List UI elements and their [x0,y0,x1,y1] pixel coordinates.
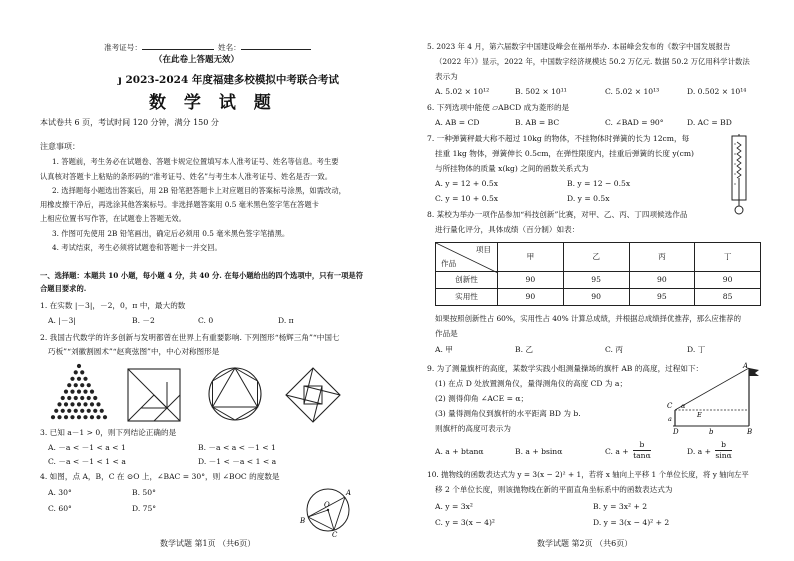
point-label-b: B [300,517,306,525]
flag-label-avar: a [668,415,672,423]
exam-number-label: 准考证号： [104,41,214,53]
q5-option-a[interactable]: A. 5.02 × 10¹² [435,87,490,96]
zhao-shuang-figure[interactable] [284,366,342,424]
triangle-dot [87,409,91,413]
q10-option-b[interactable]: B. y = 3x² + 2 [593,502,648,511]
triangle-dot [77,364,81,368]
table-cell: 90 [498,272,564,289]
question-8-stem-cont: 进行量化评分，具体成绩（百分制）如表： [435,225,580,234]
question-2-stem: 2. 我国古代数学的许多创新与发明都曾在世界上有重要影响. 下列图形“杨辉三角”“中国七 [40,333,340,342]
q4-option-c[interactable]: C. 60° [48,504,72,513]
flag-label-b: B [747,428,753,436]
q8-option-c[interactable]: C. 丙 [605,345,623,354]
table-cell: 95 [629,289,695,306]
q3-option-d[interactable]: D. －1 < －a < 1 < a [198,457,277,466]
q7-option-a[interactable]: A. y = 12 + 0.5x [435,179,499,188]
q6-option-d[interactable]: D. AC = BD [687,118,732,127]
table-cell: 85 [695,289,761,306]
circle-angle-figure [298,482,360,539]
triangle-dot [93,396,97,400]
triangle-dot [70,390,74,394]
table-row [436,272,761,289]
table-cell: 90 [498,289,564,306]
page-footer-left: 数学试题 第1页 （共6页） [160,539,256,548]
q10-option-c[interactable]: C. y = 3(x − 4)² [435,518,495,527]
triangle-dot [83,415,87,419]
spring-scale-figure [724,134,754,218]
q8-option-d[interactable]: D. 丁 [687,345,706,354]
q3-option-b[interactable]: B. －a < a < －1 < 1 [198,443,276,452]
point-label-c: C [332,531,338,539]
triangle-dot [67,396,71,400]
triangle-dot [57,415,61,419]
q9-option-c[interactable]: C. a + $\frac{b}{\tan\alpha}$ [605,440,651,461]
triangle-dot [74,370,78,374]
table-cell: 90 [629,272,695,289]
section-heading-cont: 合题目要求的. [40,284,87,293]
flag-label-alpha: α [681,402,686,410]
table-cell: 95 [563,272,629,289]
question-8-after-cont: 作品是 [435,329,458,338]
triangle-dot [90,390,94,394]
page-footer-right: 数学试题 第2页 （共6页） [537,539,633,548]
question-7-stem-cont2: 与所挂物体的质量 x(kg) 之间的函数关系式为 [435,164,589,173]
triangle-dot [64,402,68,406]
triangle-dot [83,377,87,381]
note-line: 认真核对答题卡上粘贴的条形码的“准考证号、姓名”与考生本人准考证号、姓名是否一致。 [40,172,333,181]
note-line: 3. 作图可先使用 2B 铅笔画出，确定后必须用 0.5 毫米黑色签字笔描黑。 [52,229,290,238]
q1-option-a[interactable]: A. |－3| [48,316,76,325]
q5-option-d[interactable]: D. 0.502 × 10¹⁴ [687,87,747,96]
tangram-figure[interactable] [127,368,181,422]
question-7-stem-cont: 挂重 1kg 物体，弹簧伸长 0.5cm，在弹性限度内，挂重后弹簧的长度 y(cm) [435,149,694,158]
row-label: 实用性 [436,289,498,306]
note-line: 4. 考试结束，考生必须将试题卷和答题卡一并交回。 [52,243,222,252]
triangle-dot [70,377,74,381]
q4-option-a[interactable]: A. 30° [48,488,72,497]
triangle-dot [80,396,84,400]
triangle-dot [77,402,81,406]
q9-question: 则旗杆的高度可表示为 [435,424,511,433]
q3-option-c[interactable]: C. －a < －1 < 1 < a [48,457,126,466]
question-8-stem: 8. 某校为举办一项作品参加“科技创新”比赛，对甲、乙、丙、丁四项候选作品 [427,210,688,219]
table-corner-cell [436,243,498,272]
triangle-dot [83,402,87,406]
liu-hui-circle-figure[interactable] [207,366,263,422]
q4-option-b[interactable]: B. 50° [132,488,156,497]
flag-label-bvar: b [709,428,714,436]
triangle-dot [90,402,94,406]
note-line: 用橡皮擦干净后，再选涂其他答案标号。非选择题答案用 0.5 毫米黑色签字笔在答题卡 [40,200,319,209]
question-10-stem-cont: 移 2 个单位长度，则该抛物线在新的平面直角坐标系中的函数表达式为 [435,485,673,494]
triangle-dot [67,409,71,413]
triangle-dot [90,415,94,419]
flag-label-a: A [743,362,749,370]
question-1-stem: 1. 在实数 |－3|，－2，0，π 中，最大的数 [40,301,186,310]
triangle-dot [61,396,65,400]
triangle-dot [70,415,74,419]
triangle-dot [74,383,78,387]
note-line: 2. 选择题每小题选出答案后，用 2B 铅笔把答题卡上对应题目的答案标号涂黑，如需改动， [52,186,346,195]
q9-step-1: (1) 在点 D 处放置测角仪，量得测角仪的高度 CD 为 a； [435,379,628,388]
row-label: 创新性 [436,272,498,289]
score-table [435,242,761,306]
table-cell: 90 [695,272,761,289]
q7-option-b[interactable]: B. y = 12 − 0.5x [567,179,631,188]
triangle-dot [74,409,78,413]
name-label: 姓名： [218,41,311,53]
triangle-dot [96,415,100,419]
triangle-dot [74,396,78,400]
subject-title: 数 学 试 题 [149,93,277,113]
q1-option-b[interactable]: B. －2 [132,316,155,325]
yang-hui-triangle-figure[interactable] [44,362,114,422]
triangle-dot [57,402,61,406]
q5-option-b[interactable]: B. 502 × 10¹¹ [515,87,567,96]
q6-option-b[interactable]: B. AB = BC [515,118,560,127]
q6-option-a[interactable]: A. AB = CD [435,118,480,127]
table-header-cell: 甲 [498,243,564,272]
question-6-stem: 6. 下列选项中能使 ▱ABCD 成为菱形的是 [427,103,570,112]
triangle-dot [67,383,71,387]
q4-option-d[interactable]: D. 75° [132,504,157,513]
triangle-dot [77,377,81,381]
triangle-dot [83,390,87,394]
header-work-label: 作品 [441,258,457,268]
triangle-dot [77,390,81,394]
q10-option-a[interactable]: A. y = 3x² [435,502,473,511]
triangle-dot [96,402,100,406]
table-header-cell: 丁 [695,243,761,272]
question-7-stem: 7. 一种弹簧秤最大称不超过 10kg 的物体，不挂物体时弹簧的长为 12cm，每 [427,134,690,143]
triangle-dot [61,409,65,413]
triangle-dot [93,409,97,413]
exam-page-2 [397,0,794,561]
triangle-dot [51,415,55,419]
table-header-cell: 乙 [563,243,629,272]
q9-option-a[interactable]: A. a + btanα [435,447,484,456]
question-10-stem: 10. 抛物线的函数表达式为 y = 3(x − 2)² + 1，若将 x 轴向上平移 1 个单位长度，将 y 轴向左平 [427,470,749,479]
q8-option-b[interactable]: B. 乙 [515,345,534,354]
triangle-dot [70,402,74,406]
notes-heading: 注意事项： [40,142,80,151]
triangle-dot [80,383,84,387]
triangle-dot [64,390,68,394]
triangle-dot [87,383,91,387]
exam-title: ȷ 2023-2024 年度福建多校模拟中考联合考试 [118,74,339,86]
question-5-stem: 5. 2023 年 4 月，第六届数字中国建设峰会在福州举办. 本届峰会发布的《数字中国发展报告 [427,42,731,51]
triangle-dot [100,409,104,413]
question-5-stem-cont: （2022 年）》显示，2022 年，中国数字经济规模达 50.2 万亿元. 数据 50.2 万亿用科学计数法 [435,57,750,66]
triangle-dot [80,370,84,374]
section-heading: 一、选择题：本题共 10 小题，每小题 4 分，共 40 分. 在每小题给出的四个选项中，只有一项是符 [40,271,363,280]
flag-label-d: D [673,428,679,436]
q1-option-c[interactable]: C. 0 [198,316,214,325]
triangle-dot [103,415,107,419]
q7-option-c[interactable]: C. y = 10 + 0.5x [435,194,499,203]
q8-option-a[interactable]: A. 甲 [435,345,453,354]
question-9-stem: 9. 为了测量旗杆的高度，某数学实践小组测量操场的旗杆 AB 的高度，过程如下： [427,364,704,373]
table-row [436,289,761,306]
q9-step-3: (3) 量得测角仪到旗杆的水平距离 BD 为 b. [435,409,581,418]
q6-option-c[interactable]: C. ∠BAD = 90° [605,118,664,127]
point-label-a: A [346,489,352,497]
exam-summary: 本试卷共 6 页，考试时间 120 分钟，满分 150 分 [40,118,219,127]
q9-option-d[interactable]: D. a + $\frac{b}{\sin\alpha}$ [687,440,732,461]
question-2-stem-cont: 巧板”“刘徽割圆术”“赵爽弦图”中，中心对称图形是 [48,347,220,356]
q7-option-d[interactable]: D. y = 0.5x [567,194,610,203]
note-line: 上相应位置书写作答，在试题卷上答题无效。 [40,214,186,223]
q9-option-b[interactable]: B. a + bsinα [515,447,563,456]
triangle-dot [77,415,81,419]
q3-option-a[interactable]: A. －a < －1 < a < 1 [48,443,126,452]
point-label-o: O [324,501,330,509]
flagpole-figure [667,364,757,434]
q10-option-d[interactable]: D. y = 3(x − 4)² + 2 [593,518,670,527]
q9-step-2: (2) 测得仰角 ∠ACE = α； [435,394,529,403]
triangle-dot [87,396,91,400]
table-cell: 90 [563,289,629,306]
triangle-dot [80,409,84,413]
q1-option-d[interactable]: D. π [278,316,294,325]
question-8-after: 如果按照创新性占 60%，实用性占 40% 计算总成绩，并根据总成绩择优推荐，那么应推荐的 [435,314,741,323]
header-item-label: 项目 [475,245,491,254]
answer-invalid-warning: （在此卷上答题无效） [154,55,240,65]
flag-label-e: E [697,411,702,419]
triangle-dot [54,409,58,413]
table-header-cell: 丙 [629,243,695,272]
note-line: 1. 答题前，考生务必在试题卷、答题卡规定位置填写本人准考证号、姓名等信息。考生要 [52,157,339,166]
question-5-stem-cont2: 表示为 [435,72,458,81]
triangle-dot [64,415,68,419]
question-4-stem: 4. 如图，点 A，B，C 在 ⊙O 上，∠BAC = 30°，则 ∠BOC 的度数是 [40,472,280,481]
flag-label-c: C [667,402,673,410]
question-3-stem: 3. 已知 a－1 > 0，则下列结论正确的是 [40,428,177,437]
q5-option-c[interactable]: C. 5.02 × 10¹³ [605,87,660,96]
